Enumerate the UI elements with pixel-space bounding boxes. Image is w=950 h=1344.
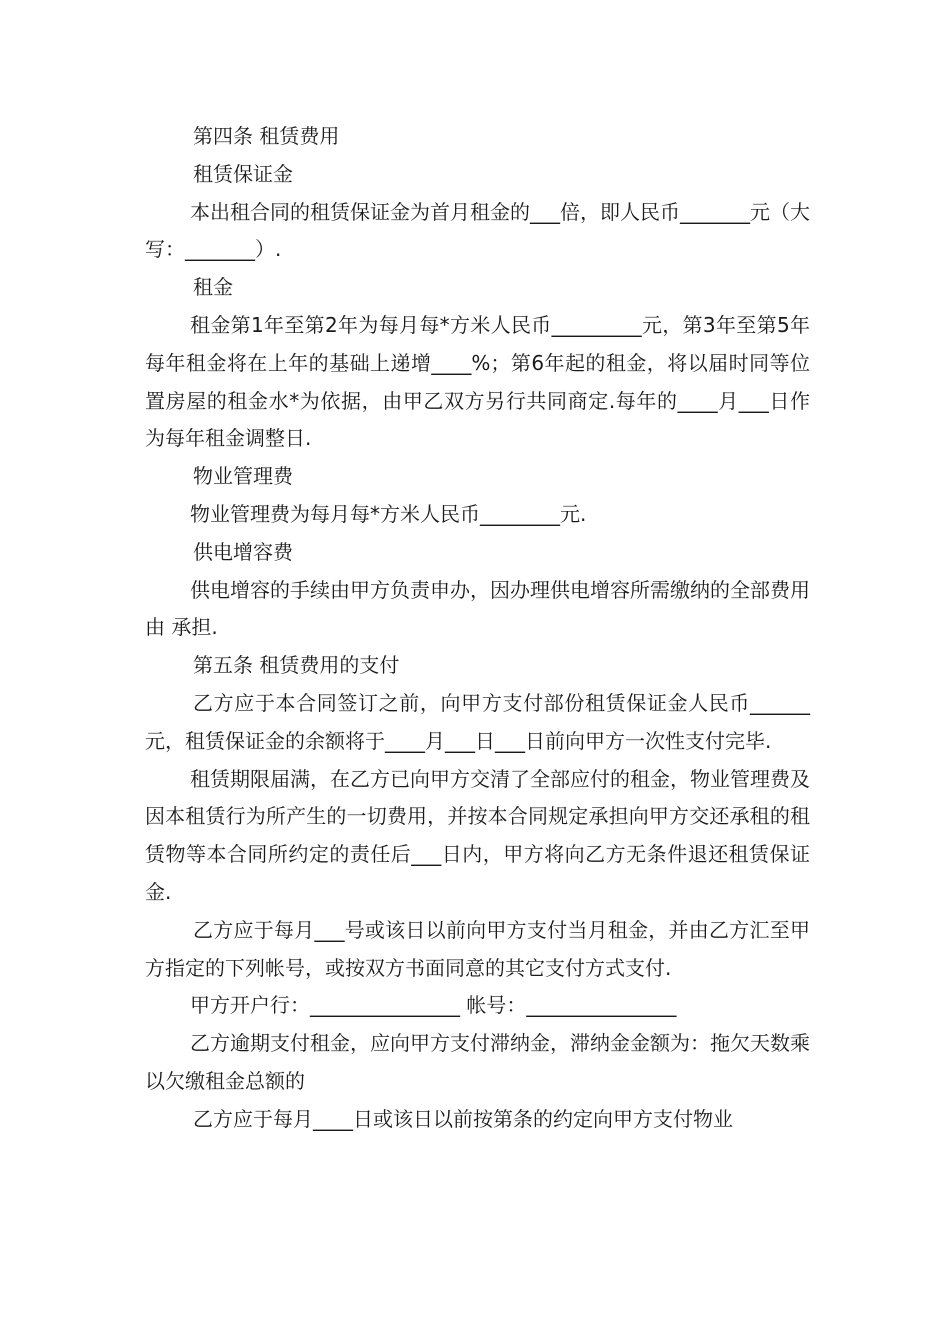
deposit-payment-paragraph: 乙方应于本合同签订之前，向甲方支付部份租赁保证金人民币______元，租赁保证金的余额将于____月___日___日前向甲方一次性支付完毕. <box>145 690 810 753</box>
property-fee-payment-paragraph: 乙方应于每月____日或该日以前按第条的约定向甲方支付物业 <box>193 1106 733 1131</box>
document-body <box>145 118 810 1139</box>
deposit-paragraph: 本出租合同的租赁保证金为首月租金的___倍，即人民币_______元（大写：_______）. <box>145 199 810 262</box>
deposit-subheading: 租赁保证金 <box>193 161 293 186</box>
power-fee-paragraph: 供电增容的手续由甲方负责申办，因办理供电增容所需缴纳的全部费用由 承担. <box>145 577 810 640</box>
property-fee-paragraph: 物业管理费为每月每*方米人民币________元. <box>190 501 587 526</box>
monthly-rent-paragraph: 乙方应于每月___号或该日以前向甲方支付当月租金，并由乙方汇至甲方指定的下列帐号，或按双方书面同意的其它支付方式支付. <box>145 917 810 980</box>
late-fee-paragraph: 乙方逾期支付租金，应向甲方支付滞纳金，滞纳金金额为：拖欠天数乘以欠缴租金总额的 <box>145 1031 810 1093</box>
bank-account-line: 甲方开户行：_______________ 帐号：_______________ <box>190 993 677 1018</box>
rent-paragraph: 租金第1年至第2年为每月每*方米人民币_________元，第3年至第5年每年租金将在上年的基础上递增____%；第6年起的租金，将以届时同等位置房屋的租金水*为依据，由甲乙双方另行共同商定.每年的____月___日作为每年租金调整日. <box>145 312 810 451</box>
article-4-heading: 第四条 租赁费用 <box>193 124 340 148</box>
rent-subheading: 租金 <box>193 275 233 300</box>
property-fee-subheading: 物业管理费 <box>193 464 293 489</box>
article-5-heading: 第五条 租赁费用的支付 <box>193 653 400 678</box>
deposit-refund-paragraph: 租赁期限届满，在乙方已向甲方交清了全部应付的租金，物业管理费及因本租赁行为所产生的一切费用，并按本合同规定承担向甲方交还承租的租赁物等本合同所约定的责任后___日内，甲方将向乙方无条件退还租赁保证金. <box>145 766 810 904</box>
power-fee-subheading: 供电增容费 <box>193 539 293 564</box>
